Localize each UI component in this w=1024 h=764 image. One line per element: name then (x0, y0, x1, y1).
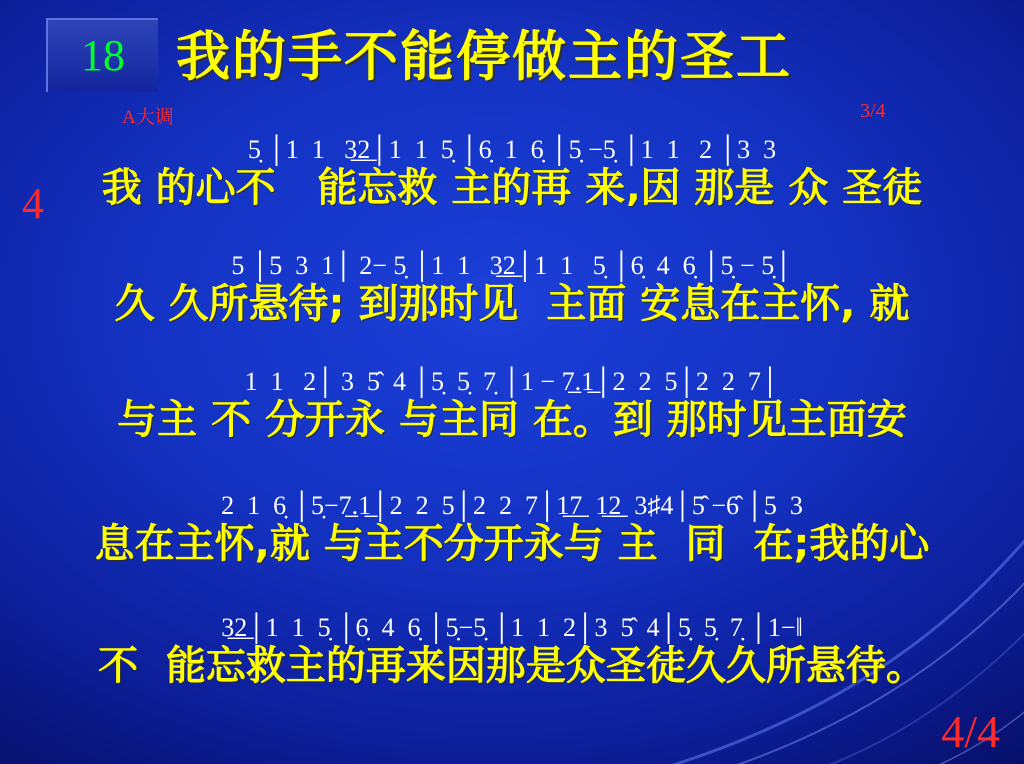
lyric-row: 不 能忘救主的再来因那是众圣徒久久所悬待。 (98, 642, 926, 689)
staff-line-1 (0, 136, 1024, 211)
staff-line-3 (0, 368, 1024, 443)
lyric-row: 息在主怀,就 与主不分开永与 主 同 在;我的心 (94, 520, 930, 567)
notation-row: 1 1 2│ 3 5̂ 4 │5̣ 5̣ 7̣ │1 − 7̲.1̲│2 2 5│2 2 7│ (244, 367, 780, 396)
time-signature-label: 3/4 (860, 100, 886, 122)
notation-row: 3̲2̲│1 1 5̣ │6̣ 4 6̣ │5̣−5̣ │1 1 2│3 5̂ 4│5̣ 5̣ 7̣ │1−‖ (221, 613, 803, 642)
lyric-row: 我 的心不 能忘救 主的再 来‚因 那是 众 圣徒 (101, 164, 923, 211)
staff-line-2 (0, 252, 1024, 327)
slide-number-box (46, 18, 158, 92)
page-title: 我的手不能停做主的圣工 (176, 25, 792, 88)
notation-row: 5̣ │1 1 3̲2̲│1 1 5̣ │6̣ 1 6̣ │5̣ −5̣ │1 1 2 │3 3 (247, 135, 777, 164)
lyric-row: 久 久所悬待; 到那时见 主面 安息在主怀, 就 (114, 280, 910, 327)
key-signature-label: A大调 (122, 107, 174, 128)
lyric-row: 与主 不 分开永 与主同 在。到 那时见主面安 (117, 396, 907, 443)
staff-line-4 (0, 492, 1024, 567)
notation-row: 5 │5 3 1│ 2− 5̣ │1 1 3̲2̲│1 1 5̣ │6̣ 4 6̣ │5̣ − 5̣│ (231, 251, 793, 280)
slide-number: 18 (81, 31, 125, 80)
end-marker: 4/4 (941, 706, 1000, 757)
notation-row: 2 1 6̣ │5̣−7̲.1̲│2 2 5│2 2 7│1̲7̲ 1̲2̲ 3♯4│5̂ −6̂ │5 3 (221, 491, 803, 520)
staff-line-5 (0, 614, 1024, 689)
beat-marker: 4 (22, 179, 44, 228)
